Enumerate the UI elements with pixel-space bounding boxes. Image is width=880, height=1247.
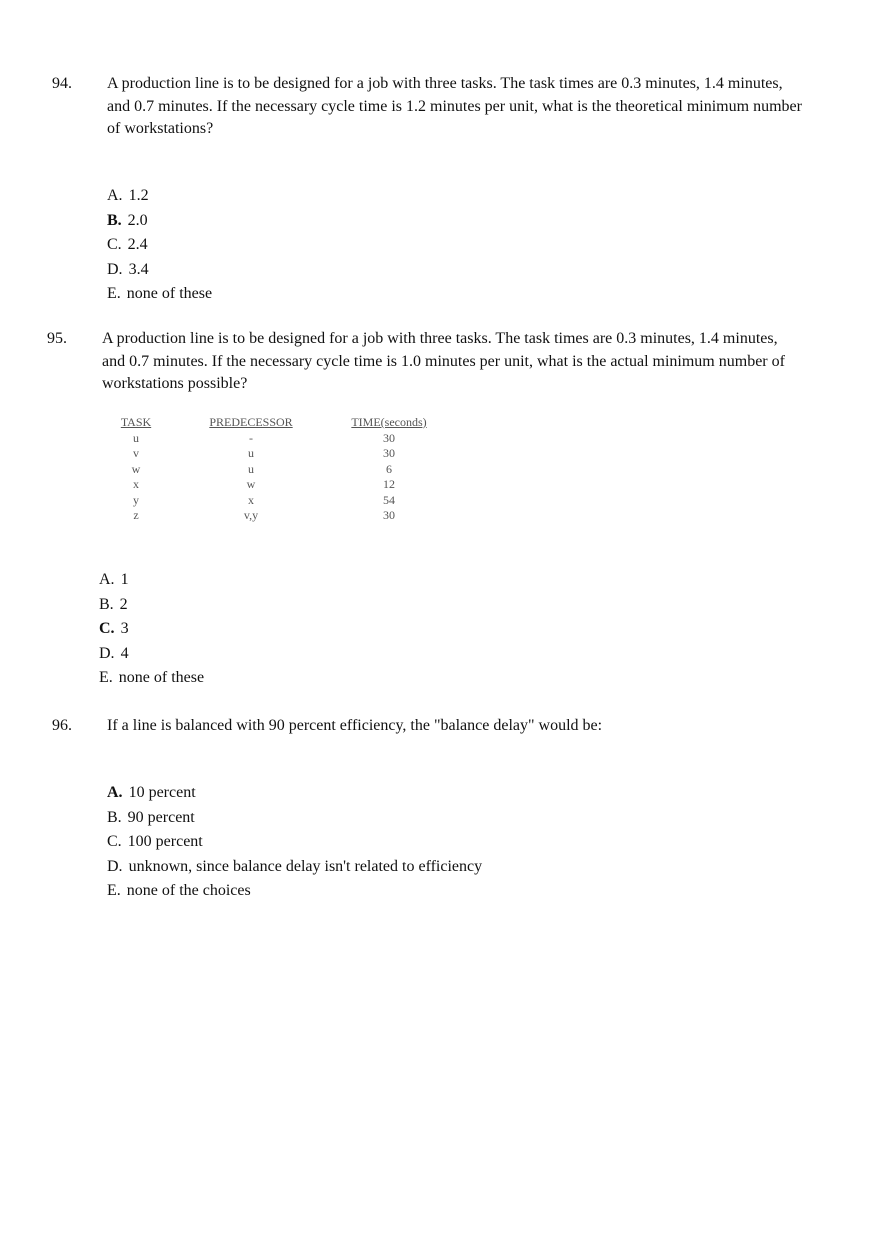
option-text: 1 (120, 571, 129, 588)
answer-option (99, 644, 129, 664)
table-header: PREDECESSOR (209, 415, 293, 429)
answer-option (107, 783, 196, 803)
option-letter: E. (107, 285, 121, 302)
table-cell: y (133, 492, 139, 507)
table-cell: 30 (383, 430, 395, 445)
answer-option (107, 857, 482, 877)
table-cell: - (249, 430, 253, 445)
option-text: 100 percent (127, 833, 203, 850)
table-cell: u (248, 461, 254, 476)
answer-option (107, 235, 148, 255)
option-letter: D. (107, 857, 123, 875)
answer-option (107, 832, 203, 852)
table-cell: x (133, 477, 139, 491)
option-text: none of the choices (126, 882, 251, 899)
option-text: 90 percent (127, 808, 195, 826)
option-letter: C. (107, 833, 122, 850)
option-letter: C. (107, 236, 122, 253)
option-text: 10 percent (128, 784, 196, 801)
table-cell: v (133, 446, 139, 460)
table-cell: x (248, 492, 254, 507)
table-cell: 6 (386, 461, 392, 476)
option-text: 3 (120, 620, 129, 637)
answer-option (99, 570, 129, 590)
table-cell: w (131, 461, 141, 476)
option-letter: C. (99, 620, 115, 637)
question-number: 95. (47, 330, 67, 347)
answer-option (107, 260, 149, 280)
option-text: none of these (126, 285, 213, 302)
option-text: 3.4 (128, 260, 149, 278)
table-cell: 30 (383, 508, 395, 522)
question-text: If a line is balanced with 90 percent efficiency, the "balance delay" would be: (107, 717, 603, 734)
option-letter: B. (99, 595, 114, 613)
answer-option (107, 211, 148, 231)
question-number: 94. (52, 75, 72, 92)
question-text: A production line is to be designed for a job with three tasks. The task times are 0.3 minutes, 1.4 minutes, and 0.7 minutes. If the necessary cycle time is 1.2 minutes per unit, what is the theoretical minimum number of workstations? (107, 75, 802, 137)
option-text: unknown, since balance delay isn't related to efficiency (128, 857, 483, 875)
table-header: TASK (120, 415, 152, 429)
answer-option (99, 668, 204, 688)
answer-option (107, 808, 195, 828)
table-cell: z (133, 508, 139, 522)
option-letter: D. (99, 644, 115, 662)
option-letter: E. (107, 882, 121, 899)
option-text: 2.0 (127, 211, 148, 229)
table-cell: 54 (383, 492, 395, 507)
table-cell: 30 (383, 446, 395, 460)
answer-option (107, 186, 149, 206)
table-cell: u (248, 446, 254, 460)
option-text: none of these (118, 669, 205, 686)
option-text: 4 (120, 644, 129, 662)
table-cell: v,y (243, 508, 259, 522)
table-cell: 12 (383, 477, 395, 491)
option-letter: A. (107, 187, 123, 204)
option-letter: B. (107, 211, 122, 229)
table-header: TIME(seconds) (351, 415, 427, 429)
option-letter: D. (107, 260, 123, 278)
answer-option (99, 619, 129, 639)
question-number: 96. (52, 717, 72, 734)
answer-option (99, 595, 128, 615)
option-letter: B. (107, 808, 122, 826)
option-text: 1.2 (128, 187, 149, 204)
answer-option (107, 881, 251, 901)
question-text: A production line is to be designed for a job with three tasks. The task times are 0.3 minutes, 1.4 minutes, and 0.7 minutes. If the necessary cycle time is 1.0 minutes per unit, what is the actual minimum number of workstations possible? (102, 330, 785, 392)
option-text: 2 (119, 595, 128, 613)
option-text: 2.4 (127, 236, 148, 253)
answer-option (107, 284, 212, 304)
option-letter: A. (99, 571, 115, 588)
option-letter: A. (107, 784, 123, 801)
table-cell: u (133, 430, 139, 445)
table-cell: w (246, 477, 256, 491)
option-letter: E. (99, 669, 113, 686)
